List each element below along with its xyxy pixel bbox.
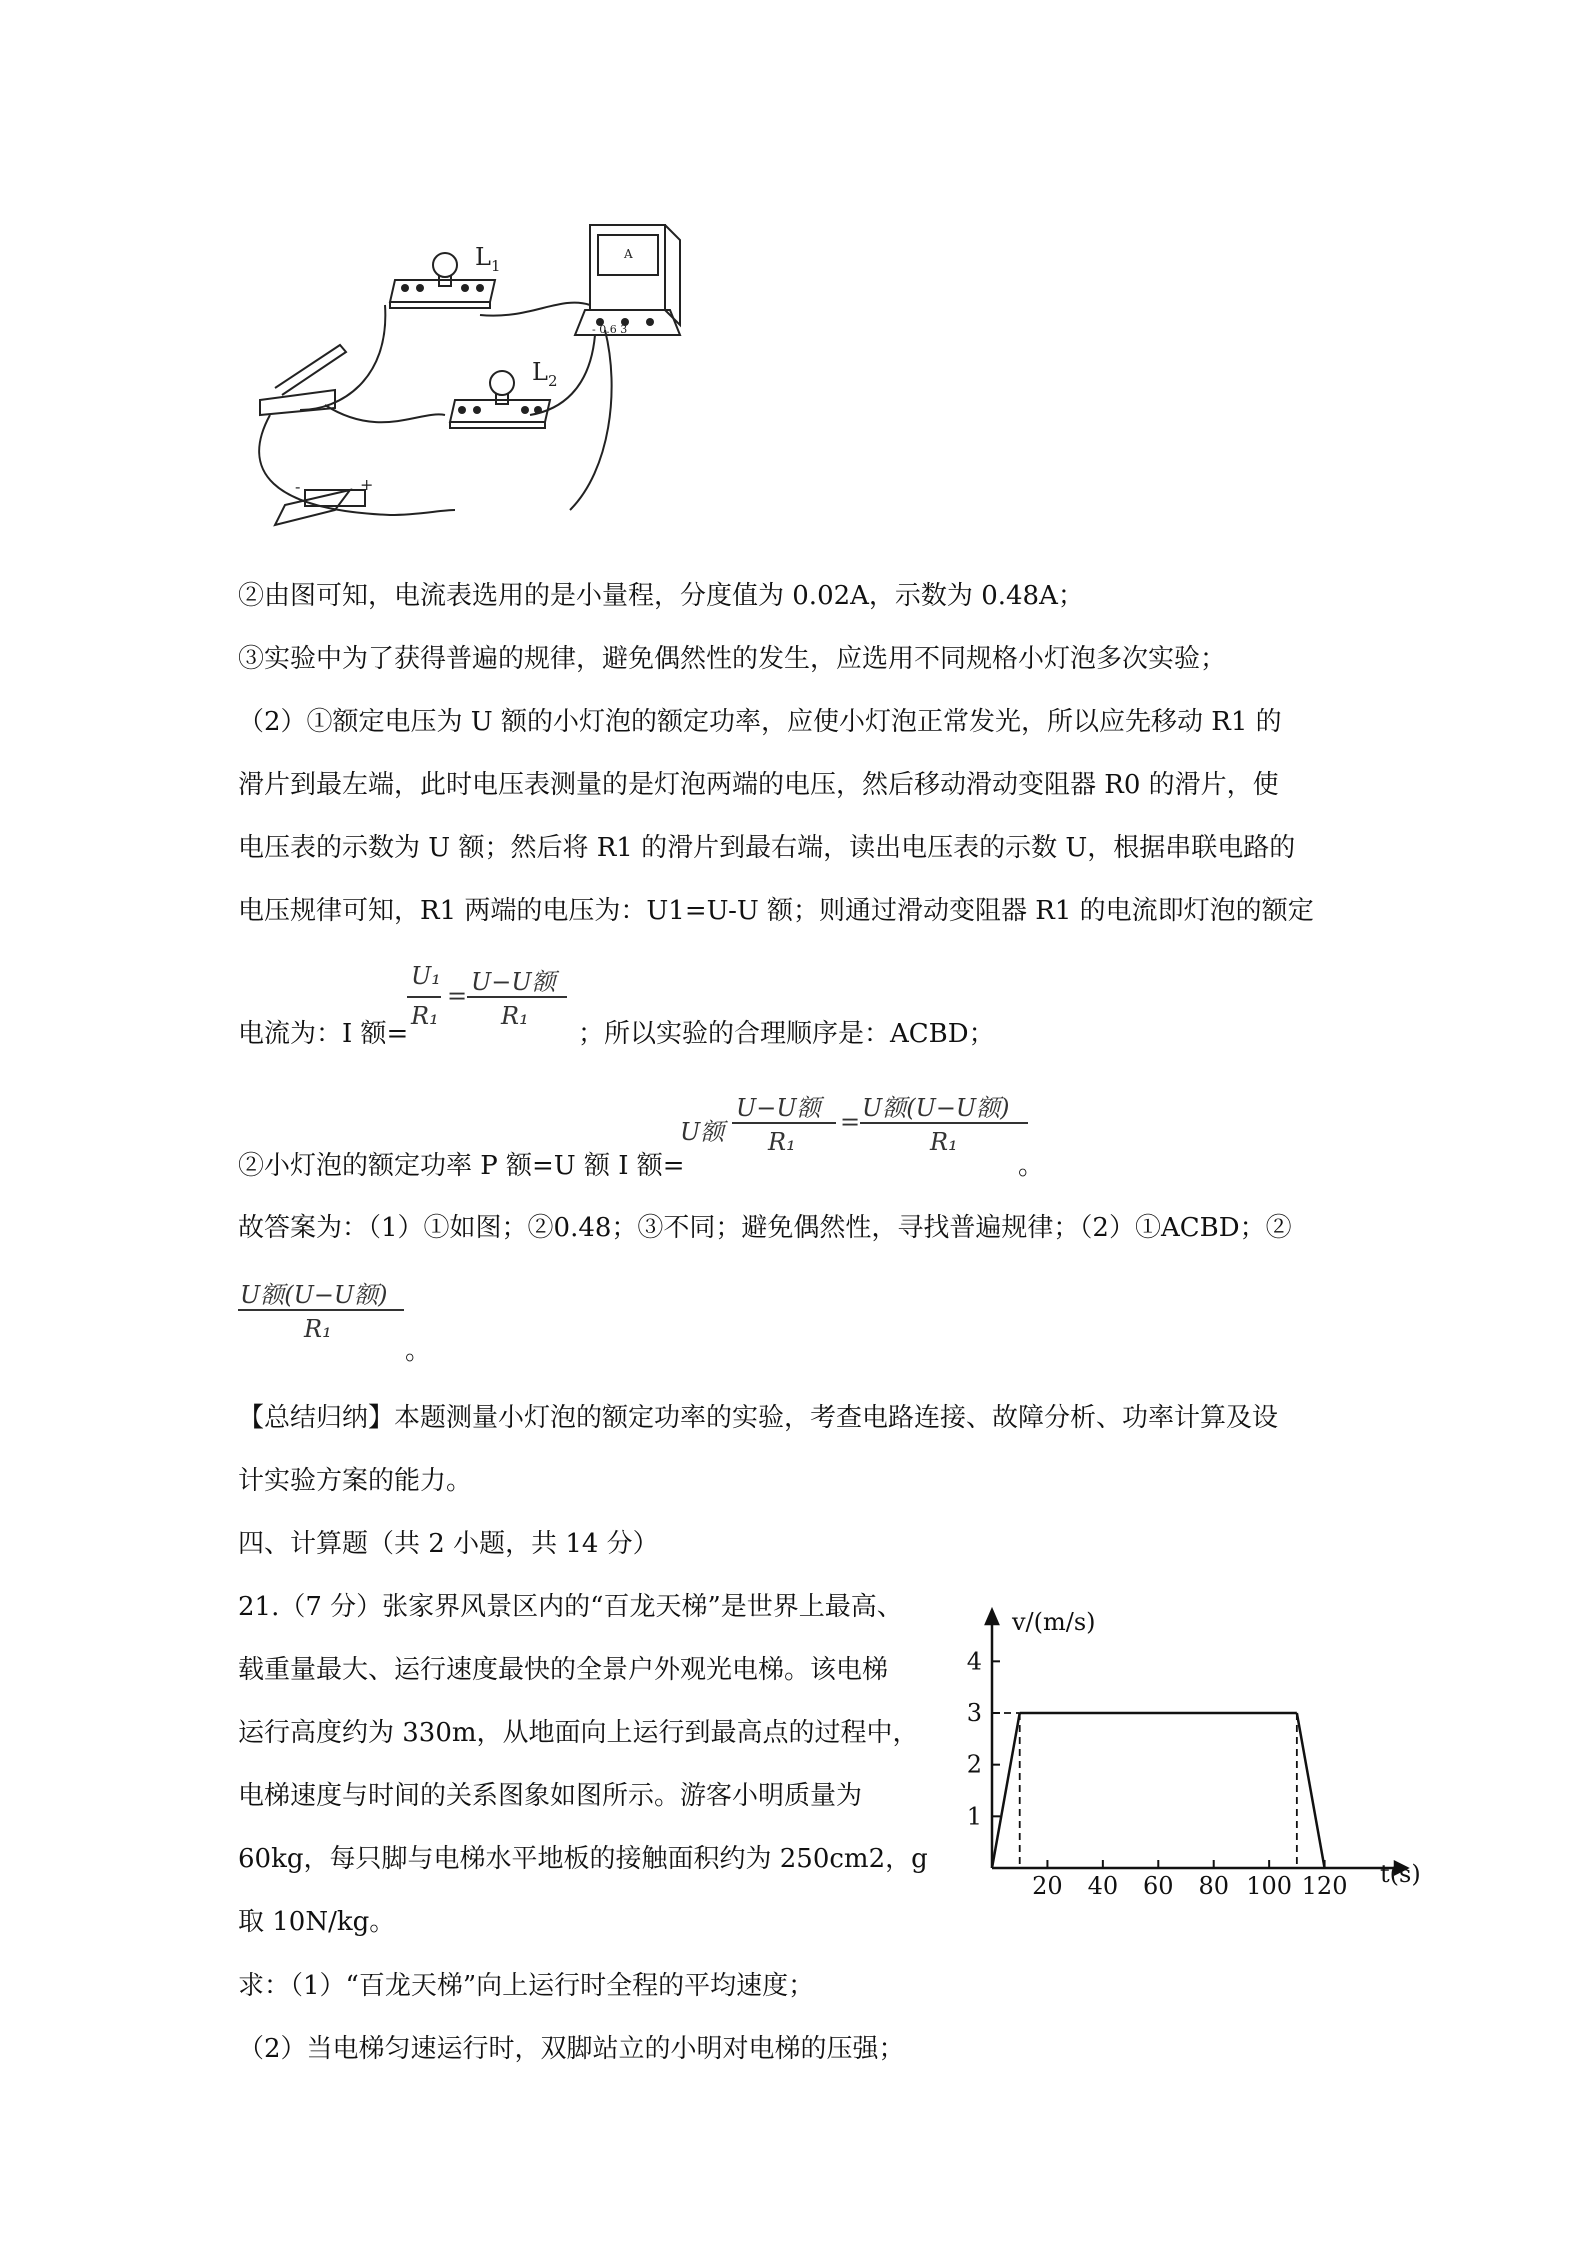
question-line: 取 10N/kg。 — [238, 1907, 396, 1937]
text-line: ②小灯泡的额定功率 P 额=U 额 I 额= — [238, 1151, 685, 1181]
ammeter-symbol: A — [624, 247, 633, 261]
formula-answer: U额(U−U额) R₁ — [238, 1275, 408, 1365]
text-line: 故答案为：（1）①如图；②0.48；③不同；避免偶然性，寻找普遍规律；（2）①ACBD；② — [238, 1213, 1292, 1243]
velocity-segment — [992, 1713, 1020, 1868]
wire — [300, 305, 385, 410]
battery-base — [275, 490, 350, 525]
battery-plus: + — [360, 475, 374, 494]
y-tick-label: 2 — [966, 1750, 982, 1779]
text-line: 电压规律可知，R1 两端的电压为：U1=U-U 额；则通过滑动变阻器 R1 的电流即灯泡的额定 — [238, 896, 1314, 926]
x-tick-label: 20 — [1032, 1872, 1063, 1900]
switch-base — [260, 390, 335, 415]
text-line: 电流为：I 额= — [238, 1019, 409, 1049]
x-tick-label: 100 — [1246, 1872, 1293, 1900]
velocity-segment — [1297, 1713, 1325, 1868]
ammeter-terminals: - 0.6 3 — [592, 323, 628, 336]
ammeter-body — [590, 225, 665, 310]
question-line: 载重量最大、运行速度最快的全景户外观光电梯。该电梯 — [238, 1655, 889, 1685]
question-line: 电梯速度与时间的关系图象如图所示。游客小明质量为 — [238, 1781, 863, 1811]
text-line: （2）①额定电压为 U 额的小灯泡的额定功率，应使小灯泡正常发光，所以应先移动 R1 的 — [238, 707, 1282, 737]
x-axis-label: t(s) — [1380, 1860, 1421, 1888]
wire — [259, 415, 455, 515]
y-tick-label: 1 — [966, 1802, 982, 1831]
section-heading: 四、计算题（共 2 小题，共 14 分） — [238, 1529, 659, 1559]
y-axis-arrow — [986, 1610, 998, 1624]
battery-minus: - — [295, 477, 301, 496]
velocity-time-chart — [960, 1600, 1440, 1900]
y-tick-label: 3 — [966, 1699, 982, 1727]
text-line: ；所以实验的合理顺序是：ACBD； — [578, 1019, 995, 1049]
x-tick-label: 60 — [1143, 1872, 1174, 1900]
wire — [480, 303, 590, 316]
formula-power: U额 U−U额 R₁ = U额(U−U额) R₁ — [680, 1088, 1030, 1178]
text-line: 电压表的示数为 U 额；然后将 R1 的滑片到最右端，读出电压表的示数 U，根据串联电路的 — [238, 833, 1296, 863]
question-line: 求：（1）“百龙天梯”向上运行时全程的平均速度； — [238, 1971, 815, 2001]
text-line: 。 — [405, 1336, 432, 1366]
formula-current: U₁ R₁ = U−U额 R₁ — [405, 962, 575, 1052]
question-line: 21.（7 分）张家界风景区内的“百龙天梯”是世界上最高、 — [238, 1592, 903, 1622]
text-line: 【总结归纳】本题测量小灯泡的额定功率的实验，考查电路连接、故障分析、功率计算及设 — [238, 1403, 1279, 1433]
question-line: 运行高度约为 330m，从地面向上运行到最高点的过程中， — [238, 1718, 919, 1748]
x-tick-label: 120 — [1301, 1872, 1348, 1900]
lamp-l1-bulb — [433, 253, 457, 277]
lamp-l2-bulb — [490, 371, 514, 395]
text-line: 滑片到最左端，此时电压表测量的是灯泡两端的电压，然后移动滑动变阻器 R0 的滑片，使 — [238, 770, 1279, 800]
text-line: 。 — [1018, 1151, 1045, 1181]
x-tick-label: 80 — [1198, 1872, 1229, 1900]
question-line: （2）当电梯匀速运行时，双脚站立的小明对电梯的压强； — [238, 2034, 905, 2064]
label-l2: $L_2$ — [532, 358, 558, 390]
circuit-diagram — [240, 210, 700, 550]
y-axis-label: v/(m/s) — [1012, 1608, 1096, 1636]
text-line: 计实验方案的能力。 — [238, 1466, 473, 1496]
x-tick-label: 40 — [1087, 1872, 1119, 1900]
y-tick-label: 4 — [966, 1647, 982, 1676]
label-l1: $L_1$ — [475, 243, 501, 275]
wire — [325, 405, 445, 422]
text-line: ②由图可知，电流表选用的是小量程，分度值为 0.02A，示数为 0.48A； — [238, 581, 1084, 611]
text-line: ③实验中为了获得普遍的规律，避免偶然性的发生，应选用不同规格小灯泡多次实验； — [238, 644, 1227, 674]
switch-lever — [275, 345, 346, 395]
question-line: 60kg，每只脚与电梯水平地板的接触面积约为 250cm2，g — [238, 1844, 928, 1874]
